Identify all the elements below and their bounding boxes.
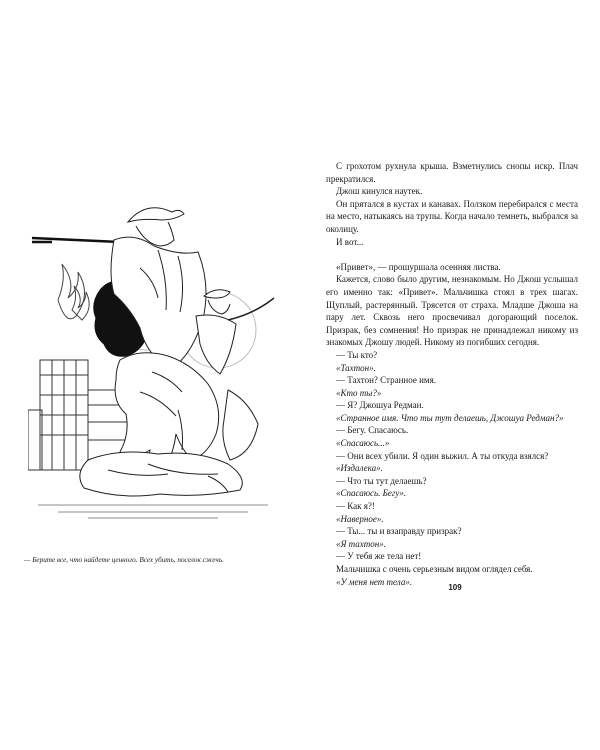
western-illustration <box>28 160 284 530</box>
text-paragraph: — Они всех убили. Я один выжил. А ты откуда взялся? <box>336 450 549 461</box>
fallen-man <box>80 452 242 496</box>
text-paragraph: — Бегу. Спасаюсь. <box>336 425 409 436</box>
paragraph-gap <box>326 248 578 261</box>
text-paragraph: «Наверное». <box>336 513 384 524</box>
text-paragraph: — Что ты тут делаешь? <box>336 475 427 486</box>
rifle <box>32 238 120 242</box>
text-paragraph: «Издалека». <box>336 463 383 474</box>
text-paragraph: «У меня нет тела». <box>336 576 413 587</box>
text-paragraph: «Привет», — прошуршала осенняя листва. <box>336 261 501 272</box>
text-paragraph: С грохотом рухнула крыша. Взметнулись снопы искр. Плач прекратился. <box>326 161 578 184</box>
text-paragraph: И вот... <box>336 236 364 247</box>
text-paragraph: Мальчишка с очень серьезным видом оглядел себя. <box>336 564 533 574</box>
ground <box>38 505 268 518</box>
text-paragraph: — Ты кто? <box>336 349 378 360</box>
text-paragraph: Он прятался в кустах и канавах. Ползком перебирался с места на место, натыкаясь на трупы. Когда начало темнеть, выбрался за околицу. <box>326 198 578 234</box>
illustration-caption: — Берите все, что найдете ценного. Всех убить, поселок сжечь. <box>24 556 224 564</box>
illustration-drawing <box>28 160 284 530</box>
text-paragraph: «Тахтон». <box>336 362 376 373</box>
page-text <box>326 160 578 588</box>
text-paragraph: Джош кинулся наутек. <box>336 186 423 197</box>
text-paragraph: «Я тахтон». <box>336 538 386 549</box>
text-paragraph: Кажется, слово было другим, незнакомым. Но Джош услышал его именно так: «Привет». Мальчишка стоял в трех шагах. Щуплый, растерянный. Трясется от страха. Младше Джоша на пару лет. Сквозь него просвечивал догорающий поселок. Призрак, без сомнения! Но призрак не принадлежал никому из знакомых Джошу людей. Никому из погибших сегодня. <box>326 274 578 348</box>
text-paragraph: «Спасаюсь...» <box>336 438 390 449</box>
text-paragraph: «Странное имя. Что ты тут делаешь, Джошуа Редман?» <box>336 412 564 423</box>
text-paragraph: — У тебя же тела нет! <box>336 551 422 562</box>
text-paragraph: — Как я?! <box>336 501 375 512</box>
text-paragraph: — Я? Джошуа Редман. <box>336 400 424 411</box>
text-paragraph: «Спасаюсь. Бегу». <box>336 488 407 499</box>
text-paragraph: — Ты... ты и взаправду призрак? <box>336 526 462 537</box>
text-paragraph: — Тахтон? Странное имя. <box>336 375 436 386</box>
text-paragraph: «Кто ты?» <box>336 387 382 398</box>
page-number: 109 <box>448 583 462 592</box>
flames <box>58 264 89 320</box>
